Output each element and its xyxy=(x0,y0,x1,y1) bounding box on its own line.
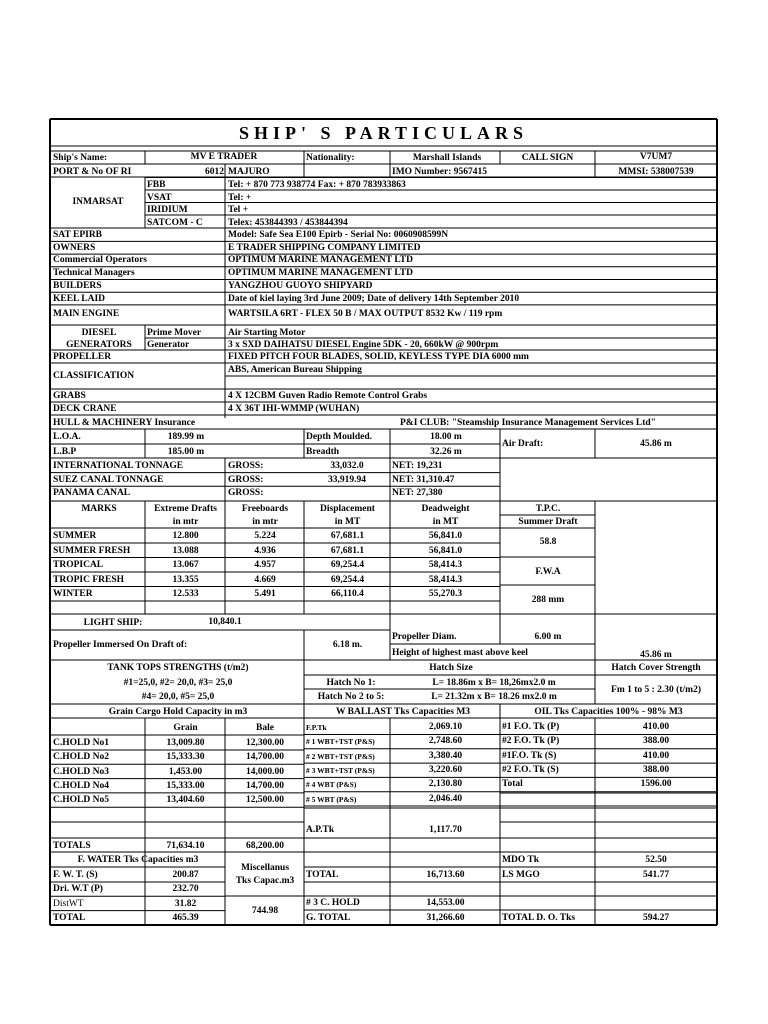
nationality-label: Nationality: xyxy=(306,153,355,163)
fw-tank: Dri. W.T (P) xyxy=(53,884,103,895)
particular-value: OPTIMUM MARINE MANAGEMENT LTD xyxy=(228,255,413,266)
mark-draft: 13.355 xyxy=(172,574,199,585)
deck-crane-value: 4 X 36T IHI-WMMP (WUHAN) xyxy=(228,404,360,414)
classification-value: ABS, American Bureau Shipping xyxy=(228,365,362,375)
hatch-cover-label: Hatch Cover Strength xyxy=(611,663,701,673)
misc-label-2: Tks Capac.m3 xyxy=(235,876,295,886)
freeboards-header-2: in mtr xyxy=(252,517,278,527)
ballast-value: 3,380.40 xyxy=(428,750,463,761)
inmarsat-type: VSAT xyxy=(147,192,172,203)
main-engine-label: MAIN ENGINE xyxy=(53,309,120,319)
breadth-label: Breadth xyxy=(306,447,340,457)
ballast-tank: # 2 WBT+TST (P&S) xyxy=(306,751,375,761)
mark-freeboard: 4.957 xyxy=(254,560,276,570)
hold-bale: 14,700.00 xyxy=(246,752,284,763)
tank-tops-label: TANK TOPS STRENGTHS (t/m2) xyxy=(107,663,249,673)
tonnage-net: NET: 27,380 xyxy=(392,488,443,499)
generator-label: Generator xyxy=(147,340,190,350)
hatch-no1-label: Hatch No 1: xyxy=(326,678,376,688)
depth-label: Depth Moulded. xyxy=(306,432,372,442)
tonnage-net: NET: 31,310.47 xyxy=(392,474,455,485)
mark-displacement: 69,254.4 xyxy=(330,560,365,570)
ballast-tank: # 3 WBT+TST (P&S) xyxy=(306,765,375,775)
deck-crane-label: DECK CRANE xyxy=(53,404,117,414)
displacement-header-2: in MT xyxy=(334,517,361,527)
propeller-diam-label: Propeller Diam. xyxy=(392,632,457,642)
ap-label: A.P.Tk xyxy=(306,825,335,835)
diesel-label: DIESEL xyxy=(81,328,117,338)
ballast-label: W BALLAST Tks Capacities M3 xyxy=(335,707,471,717)
bale-header: Bale xyxy=(256,723,274,733)
grabs-value: 4 X 12CBM Guven Radio Remote Control Grabs xyxy=(228,391,428,401)
mark-displacement: 69,254.4 xyxy=(330,574,365,585)
mdo-value: 52.50 xyxy=(645,855,667,865)
port-value: MAJURO xyxy=(228,167,270,177)
mark-draft: 13.067 xyxy=(172,560,199,570)
call-sign-value: V7UM7 xyxy=(639,152,673,162)
total-do-value: 594.27 xyxy=(642,913,670,923)
mdo-label: MDO Tk xyxy=(502,855,540,865)
misc-label-1: Miscellanus xyxy=(240,863,290,873)
mark-displacement: 67,681.1 xyxy=(330,531,365,541)
mark-name: TROPICAL xyxy=(53,560,104,570)
mark-name: SUMMER FRESH xyxy=(53,545,131,556)
nationality-value: Marshall Islands xyxy=(412,153,482,163)
ballast-tank: F.P.Tk xyxy=(306,723,327,732)
breadth-value: 32.26 m xyxy=(430,447,462,457)
port-label: PORT & No OF RI xyxy=(53,167,132,177)
fw-total-value: 465.39 xyxy=(172,913,199,923)
page-title: SHIP' S PARTICULARS xyxy=(238,123,529,143)
inmarsat-value: Tel: + xyxy=(228,192,252,203)
hatch-size-label: Hatch Size xyxy=(429,663,473,673)
propeller-label: PROPELLER xyxy=(53,352,112,362)
hold-name: C.HOLD No1 xyxy=(53,738,109,748)
extreme-header-1: Extreme Drafts xyxy=(154,504,217,514)
grain-header: Grain xyxy=(173,723,198,733)
inmarsat-value: Telex: 453844393 / 453844394 xyxy=(228,217,348,228)
oil-tank: #1 F.O. Tk (P) xyxy=(502,722,560,732)
generator-value: 3 x SXD DAIHATSU DIESEL Engine 5DK - 20, 660kW @ 900rpm xyxy=(228,340,499,350)
ballast-total-value: 16,713.60 xyxy=(426,870,465,880)
mark-draft: 13.088 xyxy=(172,545,199,556)
mark-freeboard: 4.936 xyxy=(254,545,276,556)
prime-mover-label: Prime Mover xyxy=(147,328,202,338)
oil-value: 410.00 xyxy=(642,750,670,761)
fresh-water-label: F. WATER Tks Capacities m3 xyxy=(77,855,199,865)
particular-label: Commercial Operators xyxy=(53,255,148,266)
hold-bale: 12,500.00 xyxy=(246,795,284,806)
mast-label: Height of highest mast above keel xyxy=(392,648,528,658)
oil-label: OIL Tks Capacities 100% - 98% M3 xyxy=(534,707,683,717)
hold3-value: 14,553.00 xyxy=(426,898,465,908)
propeller-immersed-value: 6.18 m. xyxy=(332,640,363,650)
oil-tank: #2 F.O. Tk (P) xyxy=(502,736,560,747)
air-draft-label: Air Draft: xyxy=(502,439,544,449)
ships-name-value: MV E TRADER xyxy=(190,152,258,162)
deadweight-header-1: Deadweight xyxy=(421,504,470,514)
classification-label: CLASSIFICATION xyxy=(53,371,135,381)
hold-grain: 15,333.00 xyxy=(166,780,205,791)
bale-totals-value: 68,200.00 xyxy=(246,841,284,851)
call-sign-label: CALL SIGN xyxy=(521,153,574,163)
loa-label: L.O.A. xyxy=(53,432,81,442)
hold-bale: 14,700.00 xyxy=(246,780,284,791)
particular-label: OWNERS xyxy=(53,242,96,253)
pi-club: P&I CLUB: "Steamship Insurance Management Services Ltd" xyxy=(400,418,656,428)
tonnage-gross-label: GROSS: xyxy=(228,461,264,471)
mmsi-number: MMSI: 538007539 xyxy=(618,167,694,177)
tonnage-gross-label: GROSS: xyxy=(228,488,264,499)
mark-deadweight: 58,414.3 xyxy=(428,560,463,570)
tonnage-label: INTERNATIONAL TONNAGE xyxy=(53,461,184,471)
inmarsat-value: Tel + xyxy=(228,205,249,215)
ballast-tank: # 5 WBT (P&S) xyxy=(306,794,357,804)
tonnage-net: NET: 19,231 xyxy=(392,461,443,471)
tank-tops-line1: #1=25,0, #2= 20,0, #3= 25,0 xyxy=(123,678,233,688)
imo-number: IMO Number: 9567415 xyxy=(392,167,487,177)
mark-freeboard: 5.224 xyxy=(254,531,276,541)
lbp-value: 185.00 m xyxy=(167,447,205,457)
oil-value: 1596.00 xyxy=(640,779,672,790)
oil-value: 410.00 xyxy=(642,722,670,732)
grain-totals-value: 71,634.10 xyxy=(166,841,205,851)
particular-value: YANGZHOU GUOYO SHIPYARD xyxy=(228,280,373,291)
mark-deadweight: 58,414.3 xyxy=(428,574,463,585)
hold-bale: 14,000.00 xyxy=(246,766,284,777)
hold-name: C.HOLD No4 xyxy=(53,780,109,791)
propeller-immersed-label: Propeller Immersed On Draft of: xyxy=(53,640,188,650)
air-draft-value: 45.86 m xyxy=(640,439,672,449)
particular-value: Date of kiel laying 3rd June 2009; Date of delivery 14th September 2010 xyxy=(228,293,520,304)
tpc-header: T.P.C. xyxy=(535,504,561,514)
tpc-value: 58.8 xyxy=(539,537,557,547)
particular-value: E TRADER SHIPPING COMPANY LIMITED xyxy=(228,242,421,253)
ballast-total-label: TOTAL xyxy=(306,870,339,880)
light-ship-value: 10,840.1 xyxy=(208,617,242,627)
lsmgo-value: 541.77 xyxy=(642,870,670,880)
inmarsat-label: INMARSAT xyxy=(72,197,124,207)
gtotal-value: 31,266.60 xyxy=(426,913,465,923)
hold-name: C.HOLD No2 xyxy=(53,752,109,763)
oil-value: 388.00 xyxy=(642,736,670,747)
ballast-value: 2,748.60 xyxy=(428,736,463,747)
grain-totals-label: TOTALS xyxy=(53,841,91,851)
mark-freeboard: 4.669 xyxy=(254,574,276,585)
particular-label: Technical Managers xyxy=(53,268,135,279)
mark-name: WINTER xyxy=(53,589,93,599)
fw-value: 232.70 xyxy=(172,884,199,895)
oil-tank: #1F.O. Tk (S) xyxy=(502,750,557,761)
ballast-value: 2,069.10 xyxy=(428,722,463,732)
oil-value: 388.00 xyxy=(642,764,670,775)
mast-value: 45.86 m xyxy=(640,650,672,660)
misc-value: 744.98 xyxy=(251,906,279,916)
tonnage-gross-label: GROSS: xyxy=(228,474,264,485)
inmarsat-type: FBB xyxy=(147,180,166,190)
hold-grain: 13,404.60 xyxy=(166,795,205,806)
propeller-diam-value: 6.00 m xyxy=(534,632,562,642)
ships-name-label: Ship's Name: xyxy=(53,153,108,163)
hold-name: C.HOLD No5 xyxy=(53,795,109,806)
freeboards-header-1: Freeboards xyxy=(241,504,289,514)
mark-freeboard: 5.491 xyxy=(254,589,276,599)
mark-draft: 12.800 xyxy=(172,531,199,541)
total-do-label: TOTAL D. O. Tks xyxy=(502,913,576,923)
fwa-label: F.W.A xyxy=(535,567,561,577)
hatch-no2-label: Hatch No 2 to 5: xyxy=(317,692,385,702)
gtotal-label: G. TOTAL xyxy=(306,913,351,923)
inmarsat-type: SATCOM - C xyxy=(147,217,203,228)
hold-bale: 12,300.00 xyxy=(246,738,284,748)
ballast-value: 3,220.60 xyxy=(428,764,463,775)
hatch-cover-value: Fm 1 to 5 : 2.30 (t/m2) xyxy=(611,685,701,695)
grain-label: Grain Cargo Hold Capacity in m3 xyxy=(108,707,248,717)
fw-total-label: TOTAL xyxy=(53,913,86,923)
mark-displacement: 66,110.4 xyxy=(331,589,364,599)
fw-value: 31.82 xyxy=(174,898,197,909)
mark-name: SUMMER xyxy=(53,531,97,541)
particular-value: Model: Safe Sea E100 Epirb - Serial No: 0060908599N xyxy=(228,230,449,240)
tonnage-label: SUEZ CANAL TONNAGE xyxy=(53,474,164,485)
main-engine-value: WARTSILA 6RT - FLEX 50 B / MAX OUTPUT 8532 Kw / 119 rpm xyxy=(228,309,503,319)
port-no: 6012 xyxy=(205,167,224,177)
ballast-tank: # 1 WBT+TST (P&S) xyxy=(306,737,375,747)
light-ship-label: LIGHT SHIP: xyxy=(83,618,143,628)
lsmgo-label: LS MGO xyxy=(502,870,540,880)
summer-draft-header: Summer Draft xyxy=(518,517,578,527)
ballast-tank: # 4 WBT (P&S) xyxy=(306,780,357,790)
depth-value: 18.00 m xyxy=(430,432,462,442)
hold-grain: 1,453.00 xyxy=(168,766,203,777)
ballast-value: 2,130.80 xyxy=(428,779,463,790)
propeller-value: FIXED PITCH FOUR BLADES, SOLID, KEYLESS TYPE DIA 6000 mm xyxy=(228,352,529,362)
tonnage-gross xyxy=(304,487,390,499)
tonnage-gross: 33,919.94 xyxy=(328,474,366,485)
fw-tank: DistWT xyxy=(53,898,84,909)
hold-name: C.HOLD No3 xyxy=(53,766,109,777)
hull-label: HULL & MACHINERY Insurance xyxy=(53,418,196,428)
lbp-label: L.B.P xyxy=(53,447,77,457)
mark-name: TROPIC FRESH xyxy=(53,574,124,585)
tank-tops-line2: #4= 20,0, #5= 25,0 xyxy=(141,692,215,702)
tonnage-gross: 33,032.0 xyxy=(330,461,364,471)
mark-deadweight: 56,841.0 xyxy=(428,531,463,541)
particular-label: BUILDERS xyxy=(53,280,102,291)
deadweight-header-2: in MT xyxy=(432,517,459,527)
fwa-value: 288 mm xyxy=(531,595,565,605)
extreme-header-2: in mtr xyxy=(172,517,199,527)
fw-value: 200.87 xyxy=(172,870,199,880)
loa-value: 189.99 m xyxy=(167,432,205,442)
hold3-label: # 3 C. HOLD xyxy=(306,898,360,908)
ballast-value: 2,046.40 xyxy=(428,793,463,804)
particular-value: OPTIMUM MARINE MANAGEMENT LTD xyxy=(228,268,413,279)
mark-deadweight: 56,841.0 xyxy=(428,545,463,556)
particular-label: KEEL LAID xyxy=(53,293,106,304)
prime-mover-value: Air Starting Motor xyxy=(228,328,306,338)
tonnage-label: PANAMA CANAL xyxy=(53,488,131,499)
hatch-no1-value: L= 18.86m x B= 18,26mx2.0 m xyxy=(432,678,556,688)
hold-grain: 15,333.30 xyxy=(166,752,205,763)
ap-value: 1,117.70 xyxy=(429,825,462,835)
mark-draft: 12.533 xyxy=(172,589,199,599)
inmarsat-type: IRIDIUM xyxy=(147,205,188,215)
hold-grain: 13,009.80 xyxy=(166,738,205,748)
marks-header: MARKS xyxy=(81,504,117,514)
displacement-header-1: Displacement xyxy=(320,504,375,514)
inmarsat-value: Tel: + 870 773 938774 Fax: + 870 783933863 xyxy=(228,180,406,190)
oil-tank: Total xyxy=(502,779,523,790)
mark-deadweight: 55,270.3 xyxy=(428,589,463,599)
mark-displacement: 67,681.1 xyxy=(330,545,365,556)
fw-tank: F. W. T. (S) xyxy=(53,870,98,880)
oil-tank: #2 F.O. Tk (S) xyxy=(502,764,559,775)
particular-label: SAT EPIRB xyxy=(53,230,103,240)
grabs-label: GRABS xyxy=(53,391,86,401)
hatch-no2-value: L= 21.32m x B= 18.26 mx2.0 m xyxy=(431,692,557,702)
generators-label: GENERATORS xyxy=(66,340,132,350)
